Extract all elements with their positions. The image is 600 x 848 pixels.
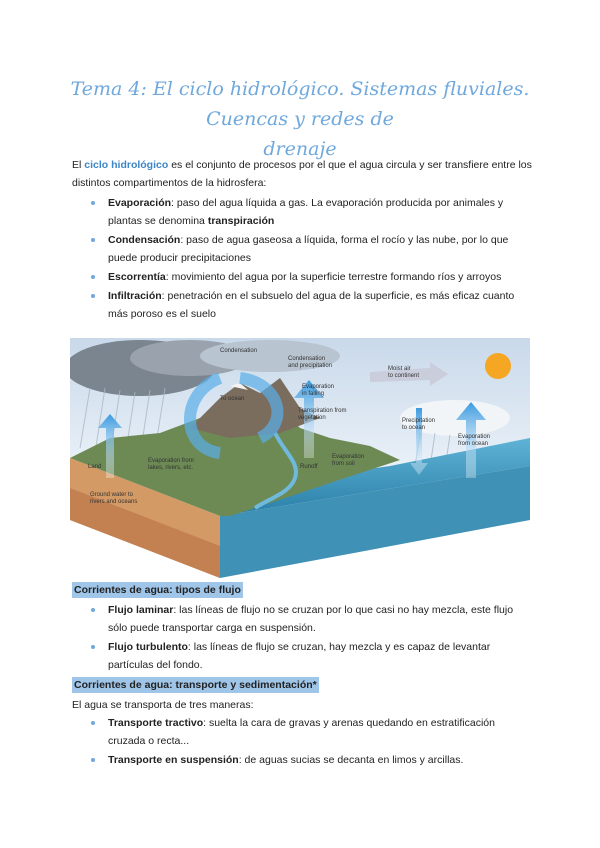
intro-paragraph xyxy=(72,156,532,192)
intro-highlight: ciclo hidrológico xyxy=(84,159,169,171)
list-item xyxy=(88,638,533,674)
title-line-1: Tema 4: El ciclo hidrológico. Sistemas fluviales. Cuencas y redes de xyxy=(70,78,530,130)
label-transp-2: vegetation xyxy=(298,415,326,421)
list-item xyxy=(88,194,533,230)
flow-term: Flujo laminar xyxy=(108,604,174,616)
section2-intro: El agua se transporta de tres maneras: xyxy=(72,699,254,711)
label-precip-ocean-1: Precipitation xyxy=(402,418,436,424)
transport-text: : de aguas sucias se decanta en limos y arcillas. xyxy=(238,754,464,766)
flow-text: : las líneas de flujo se cruzan, hay mezcla y es capaz de levantar partículas del fondo. xyxy=(108,641,491,671)
process-extra: transpiración xyxy=(207,215,275,227)
label-evap-ocean-1: Evaporation xyxy=(458,434,491,440)
flow-text: : las líneas de flujo no se cruzan por lo que casi no hay mezcla, este flujo sólo puede transportar carga en suspensión. xyxy=(108,604,514,634)
label-moist-air-1: Moist air xyxy=(388,366,411,372)
label-land: Land xyxy=(88,464,102,470)
label-condensation: Condensation xyxy=(220,348,258,354)
list-item xyxy=(88,231,533,267)
label-evap-lakes-2: lakes, rivers, etc. xyxy=(148,465,194,471)
list-item xyxy=(88,714,533,750)
bullet-icon xyxy=(91,238,95,242)
label-groundwater-1: Ground water to xyxy=(90,492,134,498)
bullet-icon xyxy=(91,294,95,298)
bullet-icon xyxy=(91,275,95,279)
process-text: : paso de agua gaseosa a líquida, forma el rocío y las nube, por lo que puede producir precipitaciones xyxy=(108,234,509,264)
water-cycle-diagram xyxy=(70,338,530,578)
label-evap-falling-1: Evaporation xyxy=(302,384,335,390)
transport-term: Transporte en suspensión xyxy=(108,754,239,766)
label-evap-lakes-1: Evaporation from xyxy=(148,458,194,464)
transport-term: Transporte tractivo xyxy=(108,717,204,729)
process-text: : penetración en el subsuelo del agua de la superficie, es más eficaz cuanto más poroso es el suelo xyxy=(108,290,515,320)
label-transp-1: Transpiration from xyxy=(298,408,347,414)
sun-icon xyxy=(485,353,511,379)
flow-term: Flujo turbulento xyxy=(108,641,188,653)
label-to-ocean: To ocean xyxy=(220,396,245,402)
list-item xyxy=(88,601,533,637)
label-cond-precip-2: and precipitation xyxy=(288,363,333,369)
section2-heading: Corrientes de agua: transporte y sedimentación* xyxy=(74,679,317,691)
intro-pre: El xyxy=(72,159,85,171)
process-term: Infiltración xyxy=(108,290,162,302)
label-runoff: Runoff xyxy=(300,464,318,470)
bullet-icon xyxy=(91,201,95,205)
page-title xyxy=(60,74,540,164)
bullet-icon xyxy=(91,721,95,725)
label-evap-ocean-2: from ocean xyxy=(458,441,489,447)
label-evap-soil-1: Evaporation xyxy=(332,454,365,460)
list-item xyxy=(88,751,533,769)
flow-types-list xyxy=(88,601,533,675)
process-text: : paso del agua líquida a gas. La evaporación producida por animales y plantas se denomina xyxy=(108,197,504,227)
list-item xyxy=(88,287,533,323)
intro-post: es el conjunto de procesos por el que el agua circula y ser transfiere entre los distintos compartimentos de la hidrosfera: xyxy=(72,159,532,189)
label-evap-soil-2: from soil xyxy=(332,461,355,467)
process-term: Escorrentía xyxy=(108,271,166,283)
transport-text: : suelta la cara de gravas y arenas quedando en estratificación cruzada o recta... xyxy=(108,717,495,747)
bullet-icon xyxy=(91,645,95,649)
process-term: Evaporación xyxy=(108,197,172,209)
label-evap-falling-2: in falling xyxy=(302,391,325,397)
transport-list xyxy=(88,714,533,770)
label-precip-ocean-2: to ocean xyxy=(402,425,426,431)
bullet-icon xyxy=(91,608,95,612)
label-moist-air-2: to continent xyxy=(388,373,420,379)
process-text: : movimiento del agua por la superficie terrestre formando ríos y arroyos xyxy=(165,271,502,283)
list-item xyxy=(88,268,533,286)
title-line-2: drenaje xyxy=(263,138,337,160)
process-term: Condensación xyxy=(108,234,181,246)
bullet-icon xyxy=(91,758,95,762)
section1-heading: Corrientes de agua: tipos de flujo xyxy=(74,584,241,596)
process-list xyxy=(88,194,533,324)
label-groundwater-2: rivers and oceans xyxy=(90,499,138,505)
label-cond-precip-1: Condensation xyxy=(288,356,326,362)
